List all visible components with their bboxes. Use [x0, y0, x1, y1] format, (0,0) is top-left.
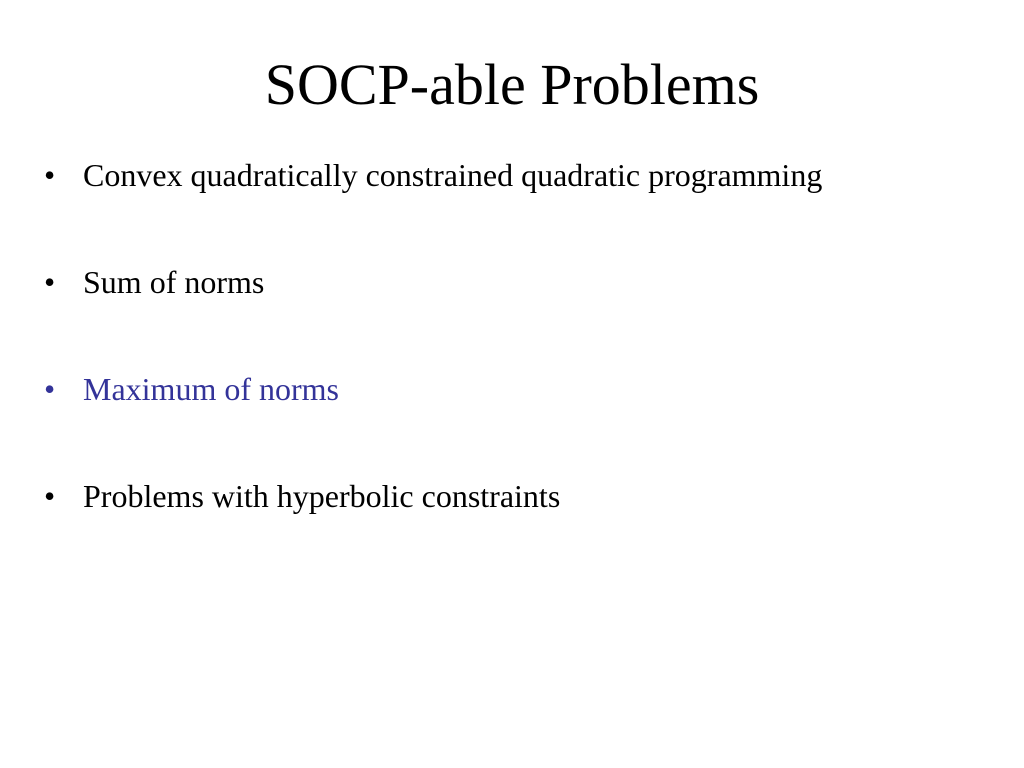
bullet-item-sum-of-norms: [44, 260, 822, 367]
slide-title: SOCP-able Problems: [264, 52, 760, 117]
bullet-text: Sum of norms: [83, 264, 265, 300]
bullet-list: [44, 153, 822, 581]
bullet-dot-icon: •: [44, 371, 56, 407]
bullet-item-maximum-of-norms: [44, 367, 822, 474]
bullet-item-hyperbolic-constraints: [44, 474, 822, 581]
bullet-dot-icon: •: [44, 264, 56, 300]
bullet-item-qcqp: [44, 153, 822, 260]
bullet-dot-icon: •: [44, 157, 56, 193]
bullet-text: Problems with hyperbolic constraints: [83, 478, 561, 514]
bullet-text: Maximum of norms: [83, 371, 339, 407]
bullet-text: Convex quadratically constrained quadratic programming: [83, 157, 823, 193]
bullet-dot-icon: •: [44, 478, 56, 514]
